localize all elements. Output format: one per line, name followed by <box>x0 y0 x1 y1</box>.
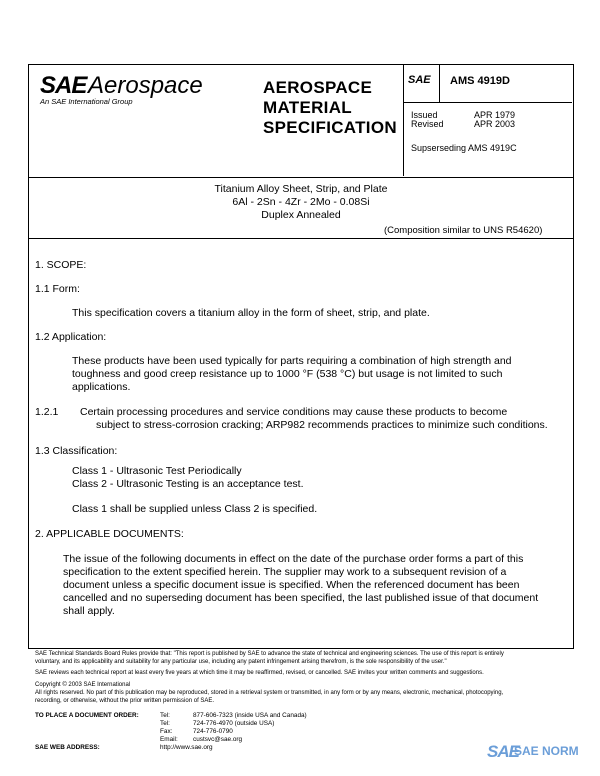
title-line-1: AEROSPACE <box>263 78 373 97</box>
section-1-2-line-3: applications. <box>72 381 131 393</box>
logo-subtitle: An SAE International Group <box>40 97 133 106</box>
title-line-3: SPECIFICATION <box>263 118 397 137</box>
section-2-line-1: The issue of the following documents in effect on the date of the purchase order forms a part of this <box>63 553 524 565</box>
footer-review: SAE reviews each technical report at least every five years at which time it may be reaffirmed, revised, or cancelled. SAE invites your written comments and suggestions. <box>35 670 484 676</box>
footer-rules-2: voluntary, and its applicability and suitability for any particular use, including any patent infringement arising therefrom, is the sole responsibility of the user." <box>35 659 447 665</box>
doc-title-2: 6Al - 2Sn - 4Zr - 2Mo - 0.08Si <box>232 196 370 208</box>
footer-copyright: Copyright © 2003 SAE International <box>35 682 131 688</box>
class-note: Class 1 shall be supplied unless Class 2 is specified. <box>72 503 318 515</box>
title-line-2: MATERIAL <box>263 98 352 117</box>
logo-sae: SAE <box>40 72 87 99</box>
doc-title-1: Titanium Alloy Sheet, Strip, and Plate <box>214 183 388 195</box>
sae-mark: SAE <box>408 74 431 86</box>
section-1-3-heading: 1.3 Classification: <box>35 445 118 457</box>
revised-date: APR 2003 <box>474 119 516 129</box>
section-2-line-5: shall apply. <box>63 605 115 617</box>
issued-date: APR 1979 <box>474 110 516 120</box>
section-1-2-line-2: toughness and good creep resistance up to 1000 °F (538 °C) but usage is not limited to such <box>72 368 503 380</box>
section-1-heading: 1. SCOPE: <box>35 259 87 271</box>
footer-rights-1: All rights reserved. No part of this publication may be reproduced, stored in a retrieval system or transmitted, in any form or by any means, electronic, mechanical, photocopying, <box>35 690 504 696</box>
class-1: Class 1 - Ultrasonic Test Periodically <box>72 465 242 477</box>
section-2-heading: 2. APPLICABLE DOCUMENTS: <box>35 528 184 540</box>
contact-label-2: Tel: <box>160 720 170 727</box>
footer-rights-2: recording, or otherwise, without the prior written permission of SAE. <box>35 698 215 704</box>
order-label: TO PLACE A DOCUMENT ORDER: <box>35 712 139 719</box>
superseding: Supserseding AMS 4919C <box>411 143 517 153</box>
mark-hline <box>403 102 572 103</box>
section-1-1-heading: 1.1 Form: <box>35 283 80 295</box>
section-2-line-2: specification to the extent specified herein. The supplier may work to a subsequent revision of a <box>63 566 507 578</box>
web-address[interactable]: http://www.sae.org <box>160 744 213 751</box>
doc-title-3: Duplex Annealed <box>261 209 341 221</box>
revised-label: Revised <box>411 119 444 129</box>
contact-email[interactable]: custsvc@sae.org <box>193 736 243 743</box>
contact-label-4: Email: <box>160 736 178 743</box>
mark-divider <box>439 64 440 102</box>
contact-value-2: 724-776-4970 (outside USA) <box>193 720 275 727</box>
logo-aerospace: Aerospace <box>88 72 203 99</box>
section-1-2-1-line-2: subject to stress-corrosion cracking; ARP982 recommends practices to minimize such conditions. <box>96 419 548 431</box>
contact-label-3: Fax: <box>160 728 173 735</box>
section-1-2-1-line-1: Certain processing procedures and service conditions may cause these products to become <box>80 406 508 418</box>
composition-note: (Composition similar to UNS R54620) <box>384 225 543 236</box>
section-1-1-text: This specification covers a titanium alloy in the form of sheet, strip, and plate. <box>72 307 430 319</box>
section-1-2-line-1: These products have been used typically for parts requiring a combination of high strength and <box>72 355 512 367</box>
watermark-sae-norm: SAE NORM <box>514 744 579 758</box>
header-divider <box>403 64 404 176</box>
contact-value-3: 724-776-0790 <box>193 728 233 735</box>
contact-value-1: 877-606-7323 (inside USA and Canada) <box>193 712 307 719</box>
section-1-2-1-number: 1.2.1 <box>35 406 59 418</box>
issued-label: Issued <box>411 110 438 120</box>
web-label: SAE WEB ADDRESS: <box>35 744 100 751</box>
class-2: Class 2 - Ultrasonic Testing is an acceptance test. <box>72 478 304 490</box>
section-2-line-4: cancelled and no superseding document has been specified, the last published issue of that document <box>63 592 539 604</box>
footer-rules-1: SAE Technical Standards Board Rules provide that: "This report is published by SAE to advance the state of technical and engineering sciences. The use of this report is entirely <box>35 651 504 657</box>
section-2-line-3: document unless a specific document issue is specified. When the referenced document has been <box>63 579 520 591</box>
watermark-sae-logo: SAE <box>487 742 519 761</box>
doc-number: AMS 4919D <box>450 75 510 87</box>
contact-label-1: Tel: <box>160 712 170 719</box>
section-1-2-heading: 1.2 Application: <box>35 331 107 343</box>
